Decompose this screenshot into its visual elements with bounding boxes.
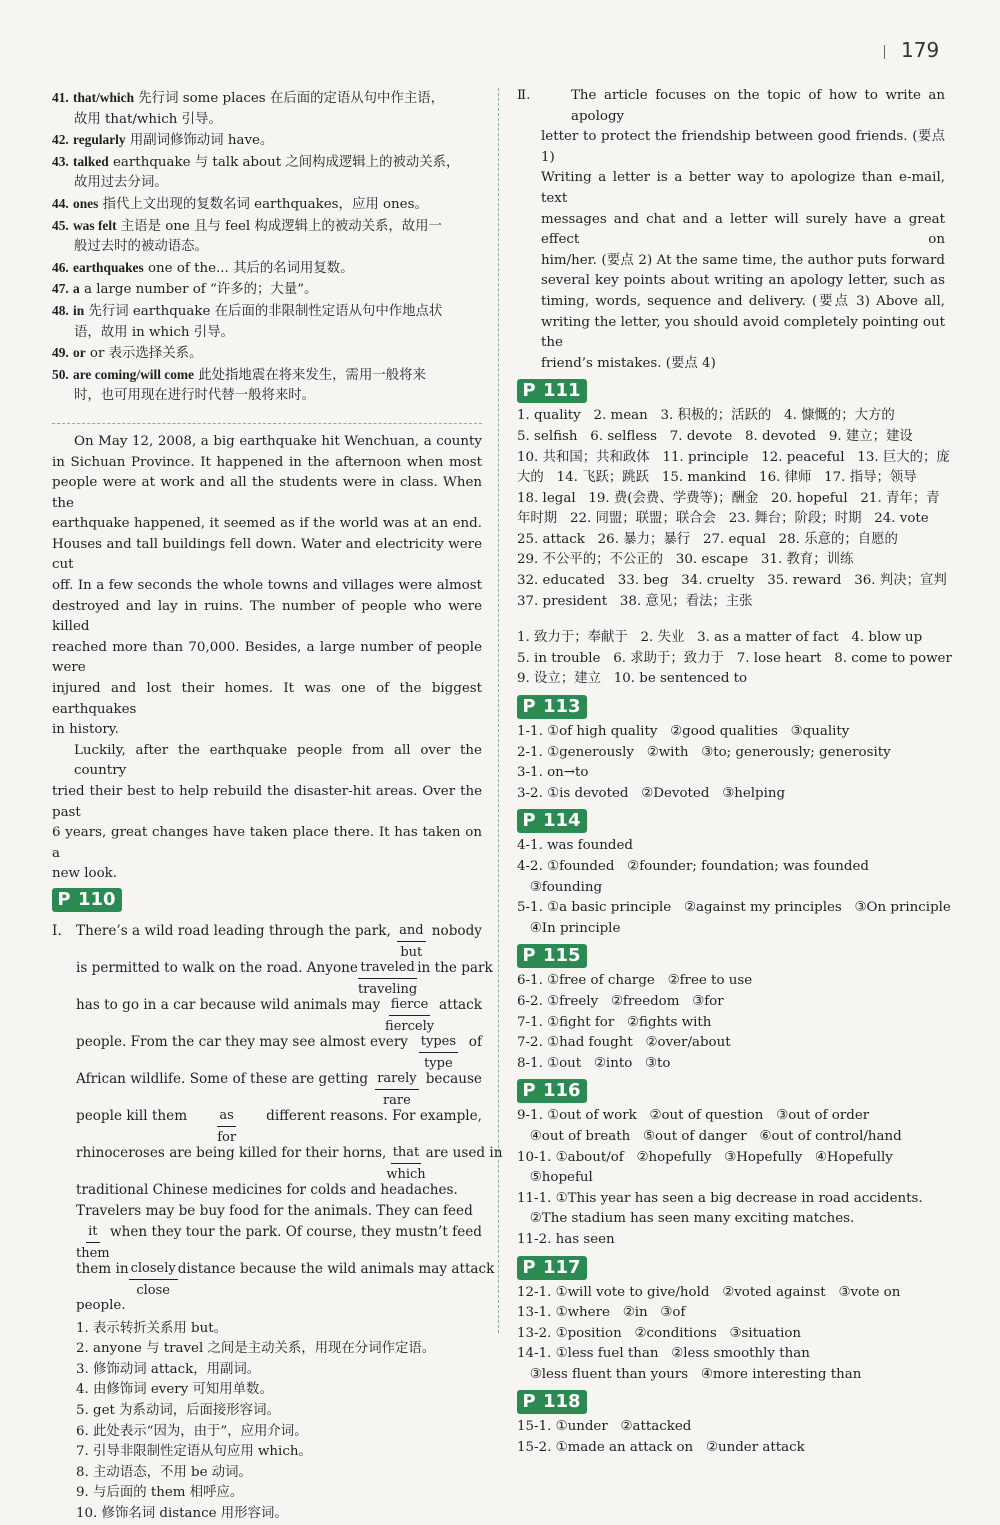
note-line — [52, 386, 482, 407]
note-number: 47. — [52, 281, 69, 297]
answer-line: ④In principle — [517, 920, 621, 936]
section-p116 — [517, 1076, 945, 1250]
note-explanation: 时，也可用现在进行时代替一般将来时。 — [74, 388, 316, 404]
note-line — [52, 323, 482, 344]
right-column — [517, 86, 952, 1459]
cloze-line — [52, 958, 493, 997]
cloze-note: 2. anyone 与 travel 之间是主动关系，用现在分词作定语。 — [76, 1341, 436, 1357]
p-icon: P — [517, 944, 541, 968]
note-explanation: 先行词 earthquake 在后面的非限制性定语从句中作地点状 — [88, 303, 443, 319]
cloze-line — [52, 995, 482, 1032]
answer-line: 37. president 38. 意见；看法；主张 — [517, 593, 753, 609]
cloze-line — [52, 1069, 482, 1106]
answer-line: 13-2. ①position ②conditions ③situation — [517, 1325, 802, 1341]
note-answer: regularly — [73, 132, 126, 148]
answer-line: 29. 不公平的；不公正的 30. escape 31. 教育；训练 — [517, 552, 854, 568]
answer-line: 15-2. ①made an attack on ②under attack — [517, 1440, 805, 1456]
wrong-word: closely — [129, 1259, 178, 1280]
cloze-notes — [52, 1319, 482, 1525]
answer-notes-41-50 — [52, 88, 482, 407]
passage-line: earthquake happened, it seemed as if the world was at an end. — [52, 516, 482, 532]
cloze-text: of — [468, 1033, 482, 1050]
passage-line: On May 12, 2008, a big earthquake hit Wenchuan, a county — [74, 433, 482, 449]
answer-line: 7-1. ①fight for ②fights with — [517, 1014, 712, 1030]
p-icon: P — [517, 1256, 541, 1280]
answer-line: 10. 共和国；共和政体 11. principle 12. peaceful 13. 巨大的；庞 — [517, 449, 950, 465]
cloze-text: has to go in a car because wild animals may — [76, 996, 381, 1013]
summary-line: letter to protect the friendship between good friends. (要点 1) — [541, 129, 945, 165]
cloze-correction — [217, 1106, 236, 1148]
wrong-word: types — [419, 1032, 458, 1053]
note-line — [52, 110, 482, 131]
summary-line: friend’s mistakes. (要点 4) — [541, 355, 716, 371]
answer-line: ⑤hopeful — [517, 1170, 593, 1186]
cloze-line — [52, 1032, 482, 1069]
passage-line: in Sichuan Province. It happened in the afternoon when most — [52, 454, 482, 470]
note-answer: earthquakes — [73, 259, 144, 275]
answer-line: 大的 14. 飞跃；跳跃 15. mankind 16. 律师 17. 指导；领导 — [517, 470, 917, 486]
note-line — [52, 216, 482, 238]
note-number: 42. — [52, 132, 69, 148]
wrong-word: fierce — [389, 995, 431, 1016]
cloze-correction — [385, 995, 434, 1037]
note-answer: in — [73, 302, 85, 318]
page-label-117: P 117 — [517, 1256, 587, 1280]
passage-line: reached more than 70,000. Besides, a large number of people were — [52, 639, 482, 676]
cloze-correction — [358, 958, 417, 1000]
section-p113 — [517, 692, 945, 804]
wrong-word: rarely — [375, 1069, 418, 1090]
note-explanation: 故用过去分词。 — [74, 175, 168, 191]
passage-line: in history. — [52, 722, 119, 738]
answer-line: 年时期 22. 同盟；联盟；联合会 23. 舞台；阶段；时期 24. vote — [517, 511, 929, 527]
cloze-note: 7. 引导非限制性定语从句应用 which。 — [76, 1444, 312, 1460]
wrong-word: it — [86, 1222, 99, 1243]
summary-line: messages and chat and a letter will surely have a great effect on — [541, 211, 945, 248]
answer-line: 10-1. ①about/of ②hopefully ③Hopefully ④Hopefully — [517, 1149, 893, 1165]
cloze-line — [52, 1143, 503, 1182]
correct-word: for — [217, 1129, 237, 1145]
summary-line: timing, words, sequence and delivery. (要点 3) Above all, — [541, 293, 945, 309]
cloze-line — [52, 1106, 482, 1143]
page-label-110: P 110 — [52, 888, 122, 912]
summary-text: The article focuses on the topic of how to write an apology — [571, 88, 945, 124]
note-number: 43. — [52, 153, 69, 169]
answer-line: 1. 致力于；奉献于 2. 失业 3. as a matter of fact 4. blow up — [517, 630, 923, 646]
answer-line: 3-2. ①is devoted ②Devoted ③helping — [517, 785, 786, 801]
section-roman-i: Ⅰ. — [52, 922, 62, 939]
section-p111 — [517, 376, 950, 612]
note-answer: talked — [73, 153, 109, 169]
note-number: 48. — [52, 302, 69, 318]
note-answer: a — [73, 281, 80, 297]
note-answer: ones — [73, 195, 99, 211]
answer-line: 5. in trouble 6. 求助于；致力于 7. lose heart 8. come to power — [517, 650, 952, 666]
cloze-line — [52, 1222, 482, 1259]
section-p112 — [517, 628, 952, 690]
cloze-text: is permitted to walk on the road. Anyone — [76, 959, 358, 976]
cloze-text: nobody — [431, 922, 482, 939]
page-label-113: P 113 — [517, 695, 587, 719]
answer-line: 14-1. ①less fuel than ②less smoothly than — [517, 1346, 810, 1362]
passage-line: destroyed and lay in ruins. The number of people who were killed — [52, 598, 482, 635]
cloze-text: different reasons. For example, — [266, 1107, 482, 1124]
p-icon: P — [517, 379, 541, 403]
wrong-word: as — [217, 1106, 235, 1127]
answer-line: 11-2. has seen — [517, 1231, 615, 1247]
note-line — [52, 173, 482, 194]
summary-line: him/her. (要点 2) At the same time, the author puts forward — [541, 252, 945, 268]
page-label-111: P 111 — [517, 379, 587, 403]
left-column — [52, 86, 503, 1525]
note-answer: are coming/will come — [73, 366, 194, 382]
cloze-line — [52, 1259, 495, 1298]
note-line — [52, 365, 482, 387]
page-label-115: P 115 — [517, 944, 587, 968]
cloze-note: 10. 修饰名词 distance 用形容词。 — [76, 1505, 288, 1521]
answer-line: 5. selfish 6. selfless 7. devote 8. devoted 9. 建立；建设 — [517, 428, 913, 444]
note-explanation: 般过去时的被动语态。 — [74, 239, 208, 255]
cloze-text: in the park — [417, 959, 493, 976]
page-label-118: P 118 — [517, 1390, 587, 1414]
cloze-note: 3. 修饰动词 attack，用副词。 — [76, 1361, 261, 1377]
cloze-note: 1. 表示转折关系用 but。 — [76, 1320, 227, 1336]
summary-line: several key points about writing an apology letter, such as — [541, 273, 945, 289]
page-label-116: P 116 — [517, 1079, 587, 1103]
correct-word: type — [424, 1055, 453, 1071]
summary-section-ii — [517, 86, 945, 374]
summary-line — [517, 86, 945, 127]
passage-line: tried their best to help rebuild the disaster-hit areas. Over the past — [52, 784, 482, 820]
cloze-note: 8. 主动语态，不用 be 动词。 — [76, 1464, 252, 1480]
cloze-line — [52, 1180, 482, 1201]
correct-word: but — [400, 944, 423, 960]
cloze-line — [52, 1201, 482, 1222]
correct-word: them — [76, 1245, 110, 1261]
passage-line: Luckily, after the earthquake people from all over the country — [74, 742, 482, 779]
note-number: 49. — [52, 345, 69, 361]
p-icon: P — [517, 1079, 541, 1103]
passage-line: new look. — [52, 866, 118, 882]
cloze-text: people kill them — [76, 1107, 188, 1124]
p-icon: P — [517, 695, 541, 719]
cloze-text: are used in — [425, 1144, 503, 1161]
answer-line: 8-1. ①out ②into ③to — [517, 1055, 671, 1071]
answer-line: 6-1. ①free of charge ②free to use — [517, 973, 753, 989]
note-number: 41. — [52, 90, 69, 105]
summary-line: writing the letter, you should avoid completely pointing out the — [541, 314, 945, 351]
cloze-correction — [375, 1069, 418, 1111]
reading-passage — [52, 423, 482, 885]
answer-line: 7-2. ①had fought ②over/about — [517, 1035, 731, 1051]
cloze-note: 4. 由修饰词 every 可知用单数。 — [76, 1382, 273, 1398]
answer-line: ④out of breath ⑤out of danger ⑥out of control/hand — [517, 1128, 902, 1144]
wrong-word: and — [397, 921, 425, 942]
note-explanation: 主语是 one 且与 feel 构成逻辑上的被动关系，故用一 — [120, 218, 442, 234]
note-answer: or — [73, 345, 86, 361]
cloze-text: them in — [76, 1260, 129, 1277]
p-icon: P — [517, 809, 541, 833]
answer-line: 32. educated 33. beg 34. cruelty 35. reward 36. 判决；宣判 — [517, 573, 947, 589]
answer-line: 9. 设立；建立 10. be sentenced to — [517, 671, 748, 687]
answer-line: 9-1. ①out of work ②out of question ③out of order — [517, 1108, 870, 1124]
correct-word: traveling — [357, 981, 418, 997]
answer-line: 15-1. ①under ②attacked — [517, 1419, 692, 1435]
passage-line: Houses and tall buildings fell down. Water and electricity were cut — [52, 536, 482, 573]
cloze-text: people. From the car they may see almost every — [76, 1033, 408, 1050]
cloze-text: African wildlife. Some of these are getting — [76, 1070, 369, 1087]
section-p110 — [52, 885, 503, 1525]
note-explanation: 指代上文出现的复数名词 earthquakes，应用 ones。 — [102, 196, 428, 212]
cloze-correction — [129, 1259, 178, 1301]
note-answer: was felt — [73, 217, 117, 233]
cloze-exercise — [52, 921, 503, 1317]
note-number: 46. — [52, 259, 69, 275]
note-explanation: one of the... 其后的名词用复数。 — [147, 260, 354, 276]
cloze-correction — [419, 1032, 458, 1074]
cloze-text: There’s a wild road leading through the park, — [76, 922, 391, 939]
answer-line: 11-1. ①This year has seen a big decrease in road accidents. — [517, 1190, 923, 1206]
cloze-correction — [76, 1222, 110, 1264]
note-explanation: 故用 that/which 引导。 — [74, 111, 222, 127]
correct-word: rare — [382, 1092, 411, 1108]
answer-line: 25. attack 26. 暴力；暴行 27. equal 28. 乐意的；自愿的 — [517, 531, 898, 547]
note-answer: that/which — [73, 90, 135, 105]
wrong-word: traveled — [358, 958, 416, 979]
section-p114 — [517, 806, 951, 939]
note-line — [52, 237, 482, 258]
note-line — [52, 130, 482, 152]
note-line — [52, 194, 482, 216]
answer-line: 5-1. ①a basic principle ②against my principles ③On principle — [517, 900, 951, 916]
note-explanation: a large number of “许多的；大量”。 — [83, 282, 318, 298]
section-roman-ii: Ⅱ. — [517, 88, 531, 103]
note-explanation: 语，故用 in which 引导。 — [74, 324, 234, 340]
answer-line: 1-1. ①of high quality ②good qualities ③quality — [517, 724, 850, 740]
note-line — [52, 279, 482, 301]
note-line — [52, 301, 482, 323]
answer-line: 2-1. ①generously ②with ③to; generously; generosity — [517, 744, 891, 760]
cloze-text: rhinoceroses are being killed for their horns, — [76, 1144, 387, 1161]
note-explanation: earthquake 与 talk about 之间构成逻辑上的被动关系， — [113, 154, 460, 170]
cloze-note: 5. get 为系动词，后面接形容词。 — [76, 1402, 280, 1418]
answer-line: ③less fluent than yours ④more interesting than — [517, 1366, 862, 1382]
page-label-114: P 114 — [517, 809, 587, 833]
section-p118 — [517, 1387, 945, 1458]
note-explanation: 此处指地震在将来发生，需用一般将来 — [198, 367, 426, 383]
cloze-text: distance because the wild animals may attack — [177, 1260, 495, 1277]
cloze-note: 6. 此处表示“因为，由于”，应用介词。 — [76, 1423, 308, 1439]
answer-line: 3-1. on→to — [517, 765, 589, 781]
section-p117 — [517, 1253, 945, 1386]
note-explanation: or 表示选择关系。 — [89, 346, 203, 362]
answer-line: 6-2. ①freely ②freedom ③for — [517, 993, 724, 1009]
answer-line: ③founding — [517, 879, 603, 895]
answer-line: 4-2. ①founded ②founder; foundation; was founded — [517, 859, 869, 874]
cloze-text: traditional Chinese medicines for colds and headaches. — [76, 1181, 458, 1198]
cloze-text: when they tour the park. Of course, they mustn’t feed — [109, 1223, 482, 1240]
cloze-note: 9. 与后面的 them 相呼应。 — [76, 1485, 244, 1501]
note-line — [52, 258, 482, 280]
section-p115 — [517, 941, 945, 1074]
p-icon: P — [517, 1390, 541, 1414]
header-divider — [884, 45, 885, 59]
passage-line: off. In a few seconds the whole towns and villages were almost — [52, 578, 482, 594]
cloze-text: attack — [439, 996, 482, 1013]
answer-line: ②The stadium has seen many exciting matches. — [517, 1211, 855, 1227]
summary-line: Writing a letter is a better way to apologize than e-mail, text — [541, 170, 945, 206]
passage-line: 6 years, great changes have taken place there. It has taken on a — [52, 825, 482, 861]
cloze-correction — [386, 1143, 425, 1185]
note-number: 44. — [52, 195, 69, 211]
correct-word: which — [386, 1166, 426, 1182]
passage-line: injured and lost their homes. It was one of the biggest earthquakes — [52, 681, 482, 717]
p-icon: P — [52, 888, 76, 912]
note-line — [52, 88, 482, 110]
page-number: 179 — [884, 38, 939, 62]
answer-line: 4-1. was founded — [517, 838, 633, 854]
cloze-text: Travelers may be buy food for the animals. They can feed — [76, 1202, 473, 1219]
wrong-word: that — [391, 1143, 422, 1164]
note-number: 45. — [52, 217, 69, 233]
note-number: 50. — [52, 366, 69, 382]
passage-line: people were at work and all the students were in class. When the — [52, 475, 482, 511]
cloze-text: because — [425, 1070, 482, 1087]
note-explanation: 先行词 some places 在后面的定语从句中作主语， — [138, 91, 445, 106]
note-line — [52, 152, 482, 174]
answer-line: 12-1. ①will vote to give/hold ②voted against ③vote on — [517, 1284, 901, 1300]
answer-line: 13-1. ①where ②in ③of — [517, 1305, 686, 1321]
cloze-correction — [397, 921, 425, 963]
answer-line: 18. legal 19. 费(会费、学费等)；酬金 20. hopeful 21. 青年；青 — [517, 490, 940, 506]
note-line — [52, 343, 482, 365]
cloze-end-line: people. — [76, 1297, 126, 1313]
cloze-line — [76, 921, 482, 958]
correct-word: fiercely — [385, 1018, 435, 1034]
note-explanation: 用副词修饰动词 have。 — [129, 133, 274, 149]
correct-word: close — [136, 1282, 170, 1298]
answer-line: 1. quality 2. mean 3. 积极的；活跃的 4. 慷慨的；大方的 — [517, 408, 895, 424]
